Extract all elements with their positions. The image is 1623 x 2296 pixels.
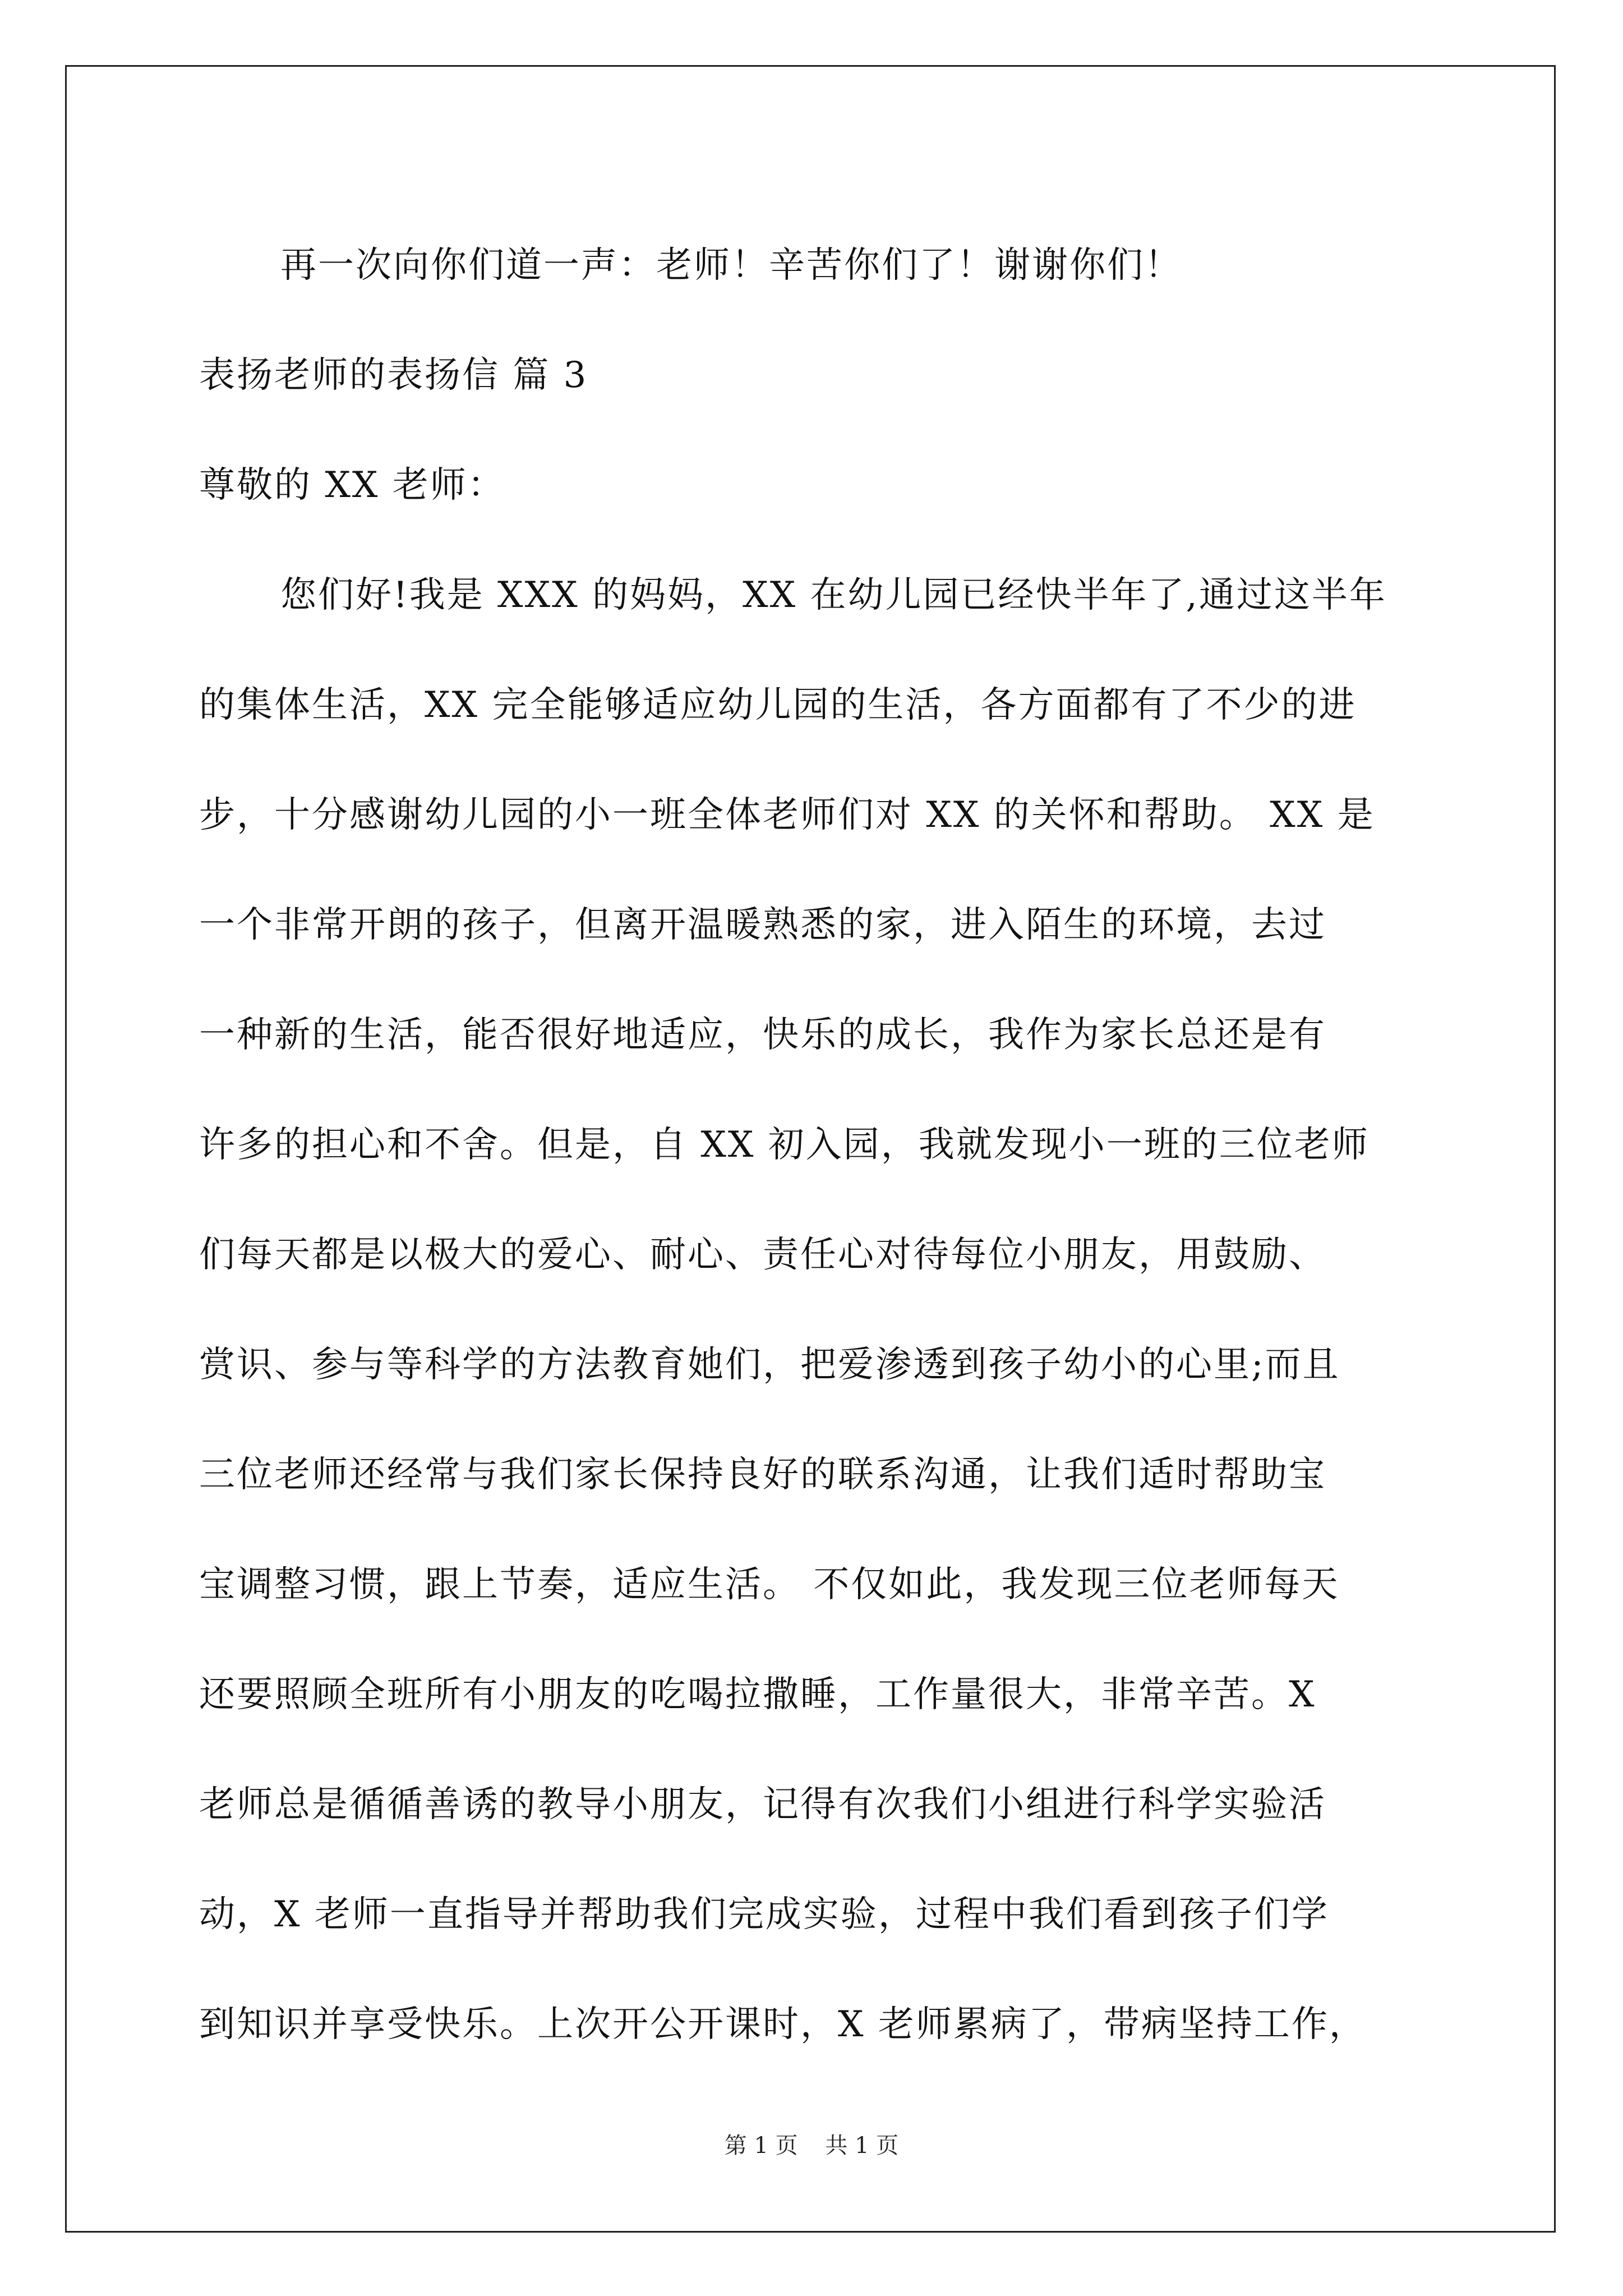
salutation: 尊敬的 XX 老师： [199,464,505,506]
paragraph-line: 赏识、参与等科学的方法教育她们，把爱渗透到孩子幼小的心里;而且 [199,1344,1340,1386]
document-body [199,210,1478,2079]
paragraph-line: 步，十分感谢幼儿园的小一班全体老师们对 XX 的关怀和帮助。 XX 是 [199,794,1375,836]
paragraph-line: 三位老师还经常与我们家长保持良好的联系沟通，让我们适时帮助宝 [199,1454,1326,1496]
paragraph-line: 一个非常开朗的孩子，但离开温暖熟悉的家，进入陌生的环境，去过 [199,904,1326,946]
paragraph-line: 宝调整习惯，跟上节奏，适应生活。 不仅如此，我发现三位老师每天 [199,1564,1340,1605]
paragraph-line: 的集体生活，XX 完全能够适应幼儿园的生活，各方面都有了不少的进 [199,684,1357,726]
paragraph-line: 一种新的生活，能否很好地适应，快乐的成长，我作为家长总还是有 [199,1014,1326,1056]
page-total: 共 1 页 [825,2133,899,2159]
section-heading: 表扬老师的表扬信 篇 3 [199,355,588,396]
paragraph-line: 您们好!我是 XXX 的妈妈，XX 在幼儿园已经快半年了,通过这半年 [280,574,1387,616]
paragraph-line: 动，X 老师一直指导并帮助我们完成实验，过程中我们看到孩子们学 [199,1894,1329,1935]
paragraph-line: 许多的担心和不舍。但是，自 XX 初入园，我就发现小一班的三位老师 [199,1124,1370,1166]
paragraph-line: 老师总是循循善诱的教导小朋友，记得有次我们小组进行科学实验活 [199,1784,1326,1825]
paragraph-line: 们每天都是以极大的爱心、耐心、责任心对待每位小朋友，用鼓励、 [199,1234,1326,1276]
paragraph-line: 还要照顾全班所有小朋友的吃喝拉撒睡，工作量很大，非常辛苦。X [199,1674,1316,1715]
paragraph-line: 到知识并享受快乐。上次开公开课时，X 老师累病了，带病坚持工作， [199,2004,1367,2045]
page-footer [0,2129,1623,2162]
page-number: 第 1 页 [724,2133,798,2159]
closing-line: 再一次向你们道一声：老师！辛苦你们了！谢谢你们！ [280,245,1182,286]
